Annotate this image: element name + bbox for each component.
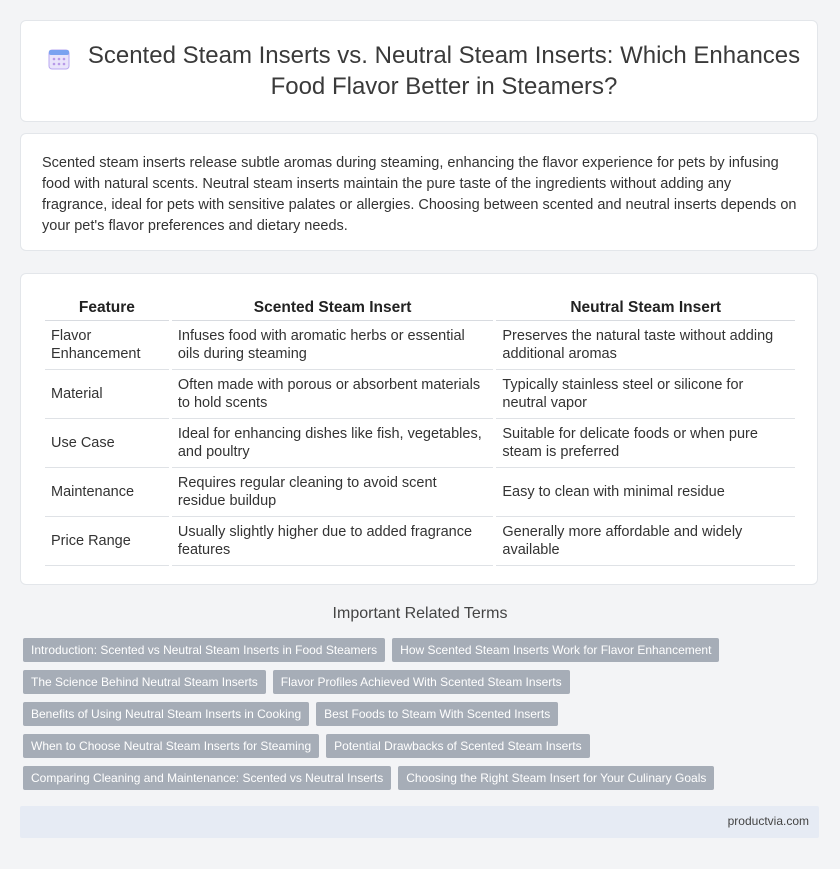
table-header-row [45, 294, 795, 321]
table-cell: Usually slightly higher due to added fragrance features [172, 517, 494, 566]
table-row [45, 468, 795, 517]
table-cell: Flavor Enhancement [45, 321, 169, 370]
table-row [45, 370, 795, 419]
footer-site-link[interactable]: productvia.com [727, 814, 809, 828]
related-term-link[interactable]: Benefits of Using Neutral Steam Inserts in Cooking [23, 702, 309, 726]
related-term-link[interactable]: The Science Behind Neutral Steam Inserts [23, 670, 266, 694]
related-term-link[interactable]: Introduction: Scented vs Neutral Steam Inserts in Food Steamers [23, 638, 385, 662]
related-terms-list [23, 638, 823, 798]
related-term-link[interactable]: Potential Drawbacks of Scented Steam Inserts [326, 734, 589, 758]
intro-card [20, 133, 818, 251]
header-neutral: Neutral Steam Insert [496, 294, 795, 321]
table-cell: Material [45, 370, 169, 419]
table-cell: Infuses food with aromatic herbs or essential oils during steaming [172, 321, 494, 370]
table-cell: Often made with porous or absorbent materials to hold scents [172, 370, 494, 419]
related-term-link[interactable]: Flavor Profiles Achieved With Scented Steam Inserts [273, 670, 570, 694]
related-term-link[interactable]: When to Choose Neutral Steam Inserts for Steaming [23, 734, 319, 758]
related-term-link[interactable]: Best Foods to Steam With Scented Inserts [316, 702, 558, 726]
header-feature: Feature [45, 294, 169, 321]
table-cell: Easy to clean with minimal residue [496, 468, 795, 517]
related-term-link[interactable]: Choosing the Right Steam Insert for Your Culinary Goals [398, 766, 714, 790]
table-cell: Requires regular cleaning to avoid scent residue buildup [172, 468, 494, 517]
table-cell: Price Range [45, 517, 169, 566]
related-term-link[interactable]: Comparing Cleaning and Maintenance: Scented vs Neutral Inserts [23, 766, 391, 790]
table-cell: Typically stainless steel or silicone for neutral vapor [496, 370, 795, 419]
related-terms-title: Important Related Terms [332, 605, 508, 622]
table-cell: Generally more affordable and widely available [496, 517, 795, 566]
table-cell: Use Case [45, 419, 169, 468]
comparison-table [42, 294, 798, 566]
table-row [45, 517, 795, 566]
comparison-table-card [20, 273, 818, 585]
header-card [20, 20, 818, 122]
related-term-link[interactable]: How Scented Steam Inserts Work for Flavor Enhancement [392, 638, 719, 662]
table-cell: Ideal for enhancing dishes like fish, vegetables, and poultry [172, 419, 494, 468]
page-title: Scented Steam Inserts vs. Neutral Steam Inserts: Which Enhances Food Flavor Better in Steamers? [87, 42, 801, 100]
table-row [45, 419, 795, 468]
header-scented: Scented Steam Insert [172, 294, 494, 321]
table-cell: Suitable for delicate foods or when pure steam is preferred [496, 419, 795, 468]
table-cell: Preserves the natural taste without adding additional aromas [496, 321, 795, 370]
table-cell: Maintenance [45, 468, 169, 517]
table-row [45, 321, 795, 370]
footer [20, 806, 819, 838]
calendar-icon [47, 47, 71, 71]
intro-paragraph: Scented steam inserts release subtle aromas during steaming, enhancing the flavor experience for pets by infusing food with natural scents. Neutral steam inserts maintain the pure taste of the ingredients without adding any fragrance, ideal for pets with sensitive palates or allergies. Choosing between scented and neutral inserts depends on your pet's flavor preferences and dietary needs. [42, 155, 797, 234]
